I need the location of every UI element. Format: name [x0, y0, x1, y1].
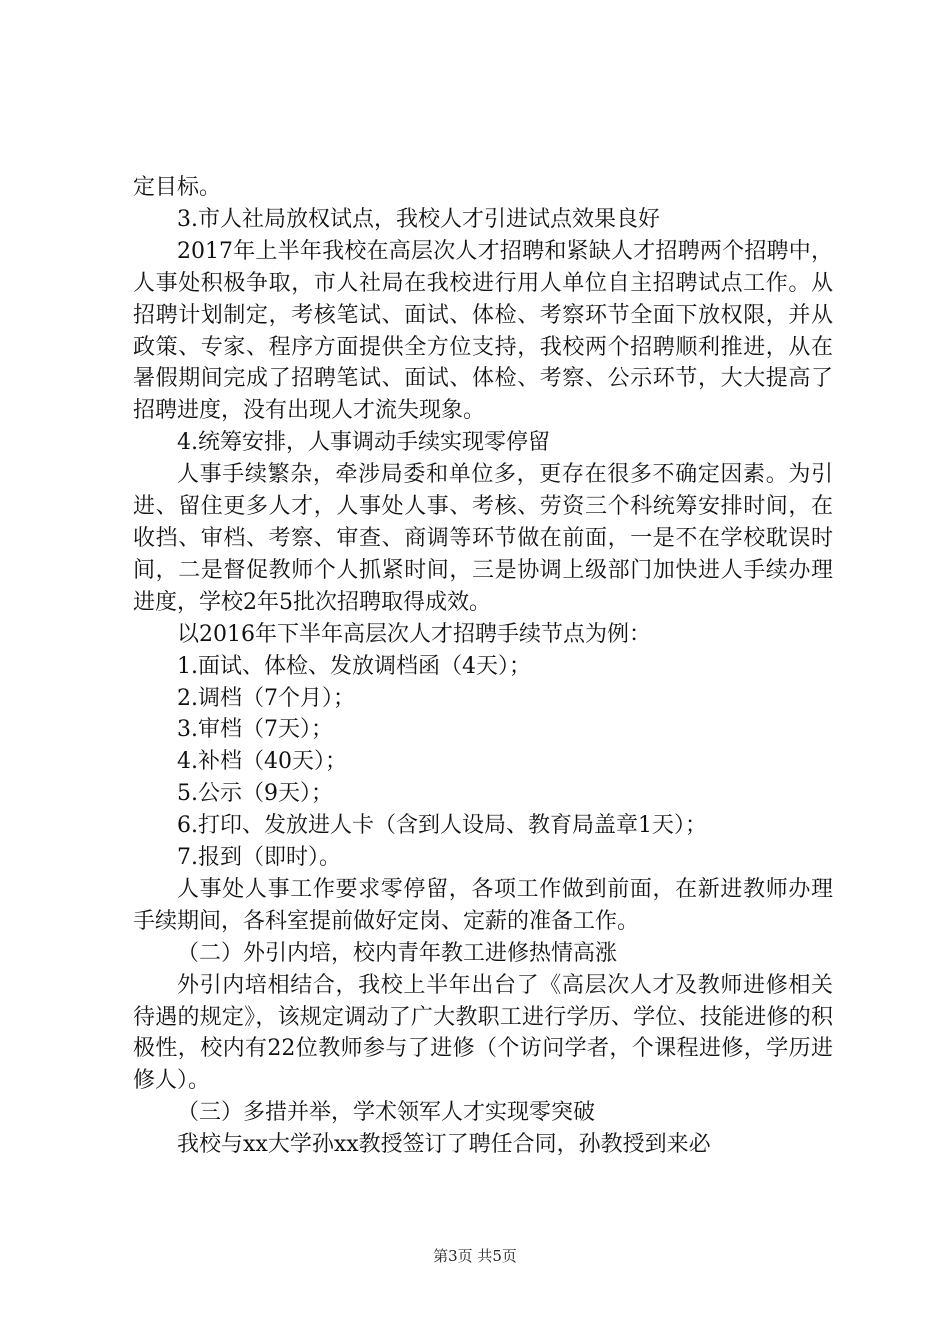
list-item: 7.报到（即时）。 [177, 845, 341, 871]
paragraph: 定目标。 [133, 175, 222, 200]
list-item: 4.补档（40天）； [177, 749, 347, 775]
paragraph: 以2016年下半年高层次人才招聘手续节点为例： [177, 621, 651, 647]
paragraph: 外引内培相结合，我校上半年出台了《高层次人才及教师进修相关待遇的规定》，该规定调动了广大教职工进行学历、学位、技能进修的积极性，校内有22位教师参与了进修（个访问学者，个课程进修，学历进修人）。 [133, 972, 833, 1094]
page-number-footer: 第3页 共5页 [433, 1247, 517, 1265]
list-item: 3.审档（7天）； [177, 717, 333, 743]
section-heading: 4.统筹安排，人事调动手续实现零停留 [177, 430, 550, 456]
paragraph: 我校与xx大学孙xx教授签订了聘任合同，孙教授到来必 [177, 1132, 711, 1158]
section-heading: （二）外引内培，校内青年教工进修热情高涨 [177, 940, 618, 966]
paragraph: 2017年上半年我校在高层次人才招聘和紧缺人才招聘两个招聘中，人事处积极争取，市人社局在我校进行用人单位自主招聘试点工作。从招聘计划制定，考核笔试、面试、体检、考察环节全面下放权限，并从政策、专家、程序方面提供全方位支持，我校两个招聘顺利推进，从在暑假期间完成了招聘笔试、面试、体检、考察、公示环节，大大提高了招聘进度，没有出现人才流失现象。 [133, 238, 833, 424]
list-item: 1.面试、体检、发放调档函（4天）； [177, 653, 531, 679]
list-item: 2.调档（7个月）； [177, 685, 355, 711]
paragraph: 人事处人事工作要求零停留，各项工作做到前面，在新进教师办理手续期间，各科室提前做好定岗、定薪的准备工作。 [133, 876, 833, 934]
list-item: 6.打印、发放进人卡（含到人设局、教育局盖章1天）； [177, 813, 707, 839]
paragraph: 人事手续繁杂，牵涉局委和单位多，更存在很多不确定因素。为引进、留住更多人才，人事处人事、考核、劳资三个科统筹安排时间，在收挡、审档、考察、审查、商调等环节做在前面，一是不在学校耽误时间，二是督促教师个人抓紧时间，三是协调上级部门加快进人手续办理进度，学校2年5批次招聘取得成效。 [133, 462, 833, 615]
section-heading: （三）多措并举，学术领军人才实现零突破 [177, 1100, 596, 1126]
body-text [133, 172, 833, 1161]
list-item: 5.公示（9天）； [177, 781, 333, 807]
section-heading: 3.市人社局放权试点，我校人才引进试点效果良好 [177, 206, 660, 232]
